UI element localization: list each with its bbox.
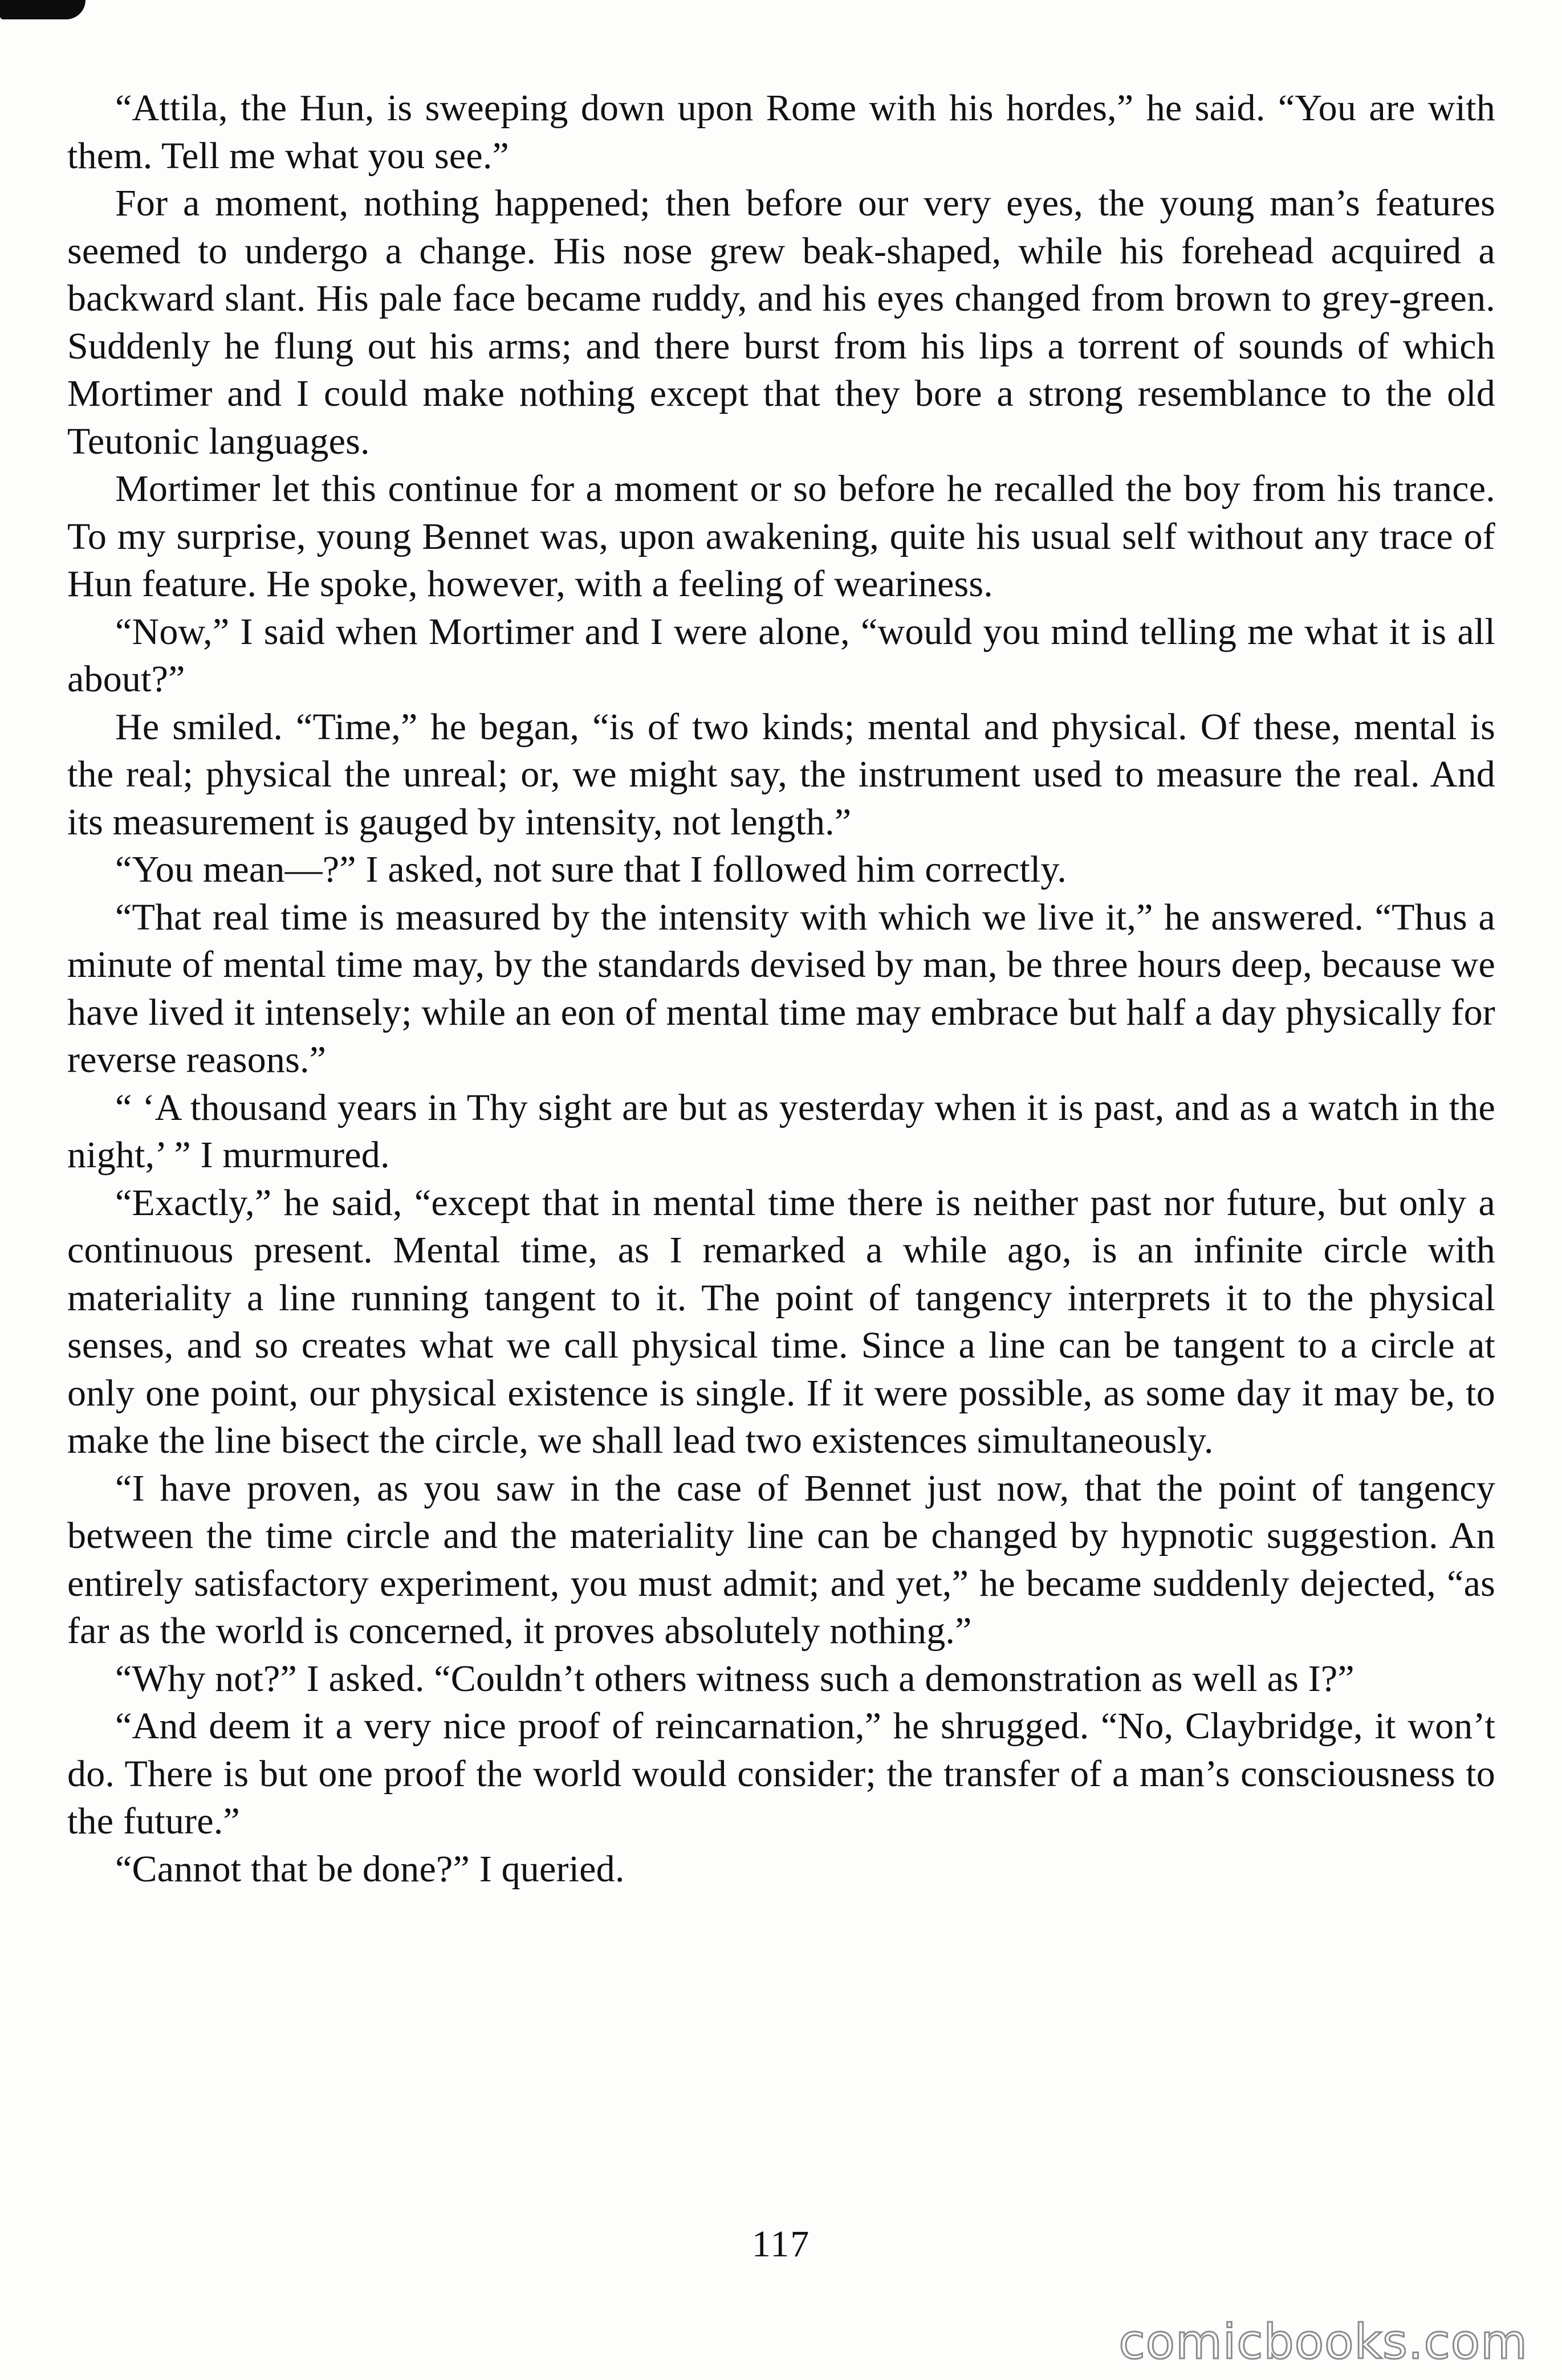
scan-corner-mark (0, 0, 86, 19)
story-text (67, 84, 1495, 1893)
paragraph: Mortimer let this continue for a moment or so before he recalled the boy from his trance. To my surprise, young Bennet was, upon awakening, quite his usual self without any trace of Hun feature. He spoke, however, with a feeling of weariness. (67, 468, 1495, 605)
page-number: 117 (751, 2223, 811, 2265)
paragraph: For a moment, nothing happened; then before our very eyes, the young man’s features seemed to undergo a change. His nose grew beak-shaped, while his forehead acquired a backward slant. His pale face became ruddy, and his eyes changed from brown to grey-green. Suddenly he flung out his arms; and there burst from his lips a torrent of sounds of which Mortimer and I could make nothing except that they bore a strong resemblance to the old Teutonic languages. (67, 182, 1495, 462)
paragraph: “I have proven, as you saw in the case of Bennet just now, that the point of tangency between the time circle and the materiality line can be changed by hypnotic suggestion. An entirely satisfactory experiment, you must admit; and yet,” he became suddenly dejected, “as far as the world is concerned, it proves absolutely nothing.” (67, 1467, 1495, 1652)
site-watermark: comicbooks.com (1118, 2314, 1528, 2370)
paragraph: “ ‘A thousand years in Thy sight are but as yesterday when it is past, and as a watch in the night,’ ” I murmured. (67, 1086, 1495, 1176)
paragraph: “Now,” I said when Mortimer and I were alone, “would you mind telling me what it is all about?” (67, 610, 1495, 700)
paragraph: “Exactly,” he said, “except that in mental time there is neither past nor future, but only a continuous present. Mental time, as I remarked a while ago, is an infinite circle with materiality a line running tangent to it. The point of tangency interprets it to the physical senses, and so creates what we call physical time. Since a line can be tangent to a circle at only one point, our physical existence is single. If it were possible, as some day it may be, to make the line bisect the circle, we shall lead two existences simultaneously. (67, 1181, 1495, 1461)
paragraph: “Cannot that be done?” I queried. (115, 1848, 625, 1890)
paragraph: “You mean—?” I asked, not sure that I followed him correctly. (115, 849, 1067, 890)
paragraph: “That real time is measured by the intensity with which we live it,” he answered. “Thus a minute of mental time may, by the standards devised by man, be three hours deep, because we have lived it intensely; while an eon of mental time may embrace but half a day physically for reverse reasons.” (67, 896, 1495, 1081)
paragraph: He smiled. “Time,” he began, “is of two kinds; mental and physical. Of these, mental is the real; physical the unreal; or, we might say, the instrument used to measure the real. And its measurement is gauged by intensity, not length.” (67, 706, 1495, 843)
paragraph: “Attila, the Hun, is sweeping down upon Rome with his hordes,” he said. “You are with them. Tell me what you see.” (67, 87, 1495, 177)
paragraph: “Why not?” I asked. “Couldn’t others witness such a demonstration as well as I?” (115, 1657, 1354, 1700)
paragraph: “And deem it a very nice proof of reincarnation,” he shrugged. “No, Claybridge, it won’t do. There is but one proof the world would consider; the transfer of a man’s consciousness to the future.” (67, 1705, 1495, 1842)
